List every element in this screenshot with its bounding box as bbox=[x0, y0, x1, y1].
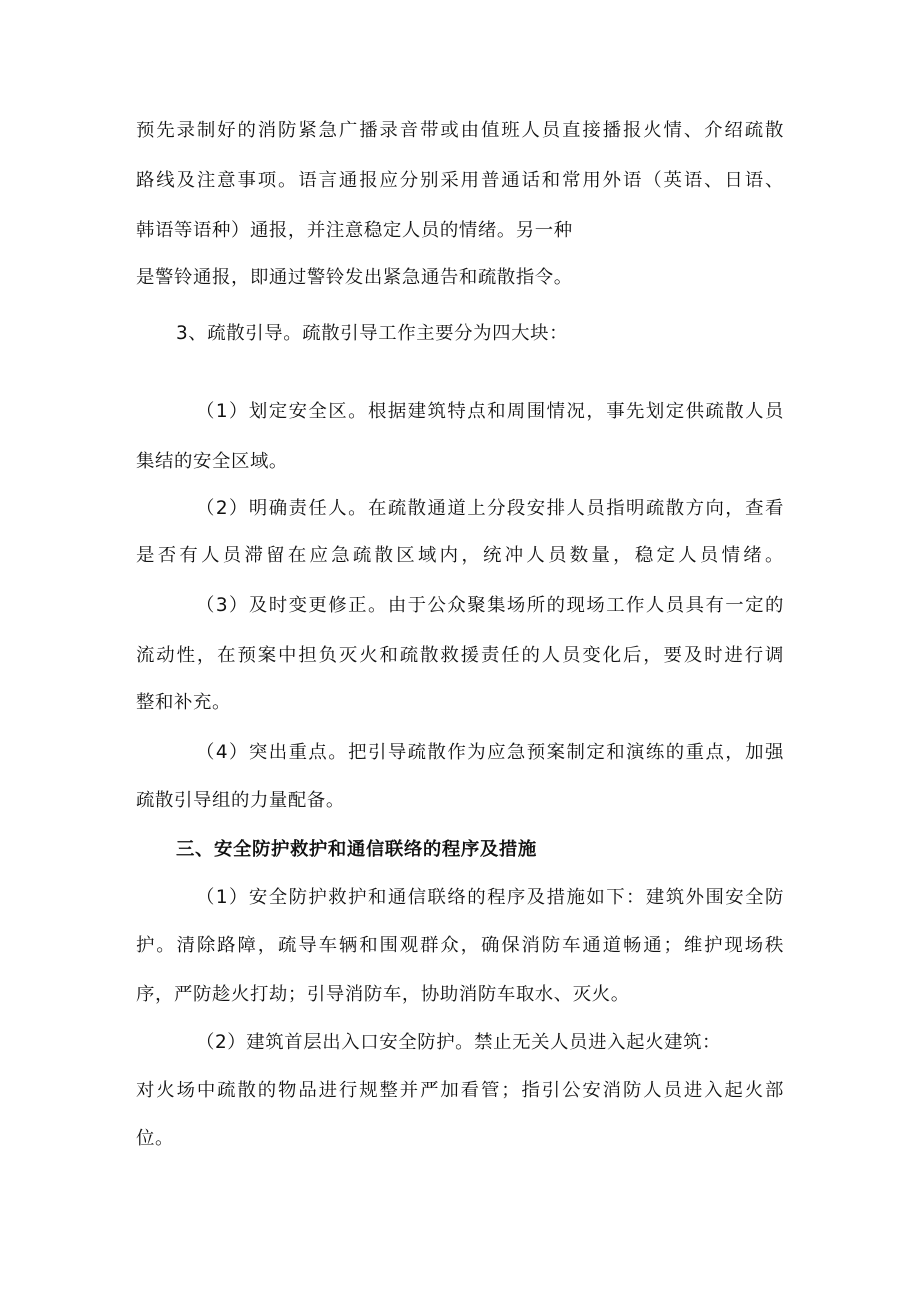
paragraph-line: 序，严防趁火打劫；引导消防车，协助消防车取水、灭火。 bbox=[136, 984, 630, 1005]
paragraph-line: 是警铃通报，即通过警铃发出紧急通告和疏散指令。 bbox=[136, 267, 573, 288]
paragraph-line: （1）划定安全区。根据建筑特点和周围情况，事先划定供疏散人员 bbox=[196, 401, 784, 422]
section-heading: 3、疏散引导。疏散引导工作主要分为四大块： bbox=[176, 323, 569, 344]
paragraph-line: （2）明确责任人。在疏散通道上分段安排人员指明疏散方向，查看 bbox=[196, 498, 784, 519]
paragraph-line: （3）及时变更修正。由于公众聚集场所的现场工作人员具有一定的 bbox=[196, 595, 784, 616]
paragraph-line: 护。清除路障，疏导车辆和围观群众，确保消防车通道畅通；维护现场秩 bbox=[136, 935, 784, 956]
paragraph-line: 整和补充。 bbox=[136, 692, 231, 713]
paragraph-line: 流动性，在预案中担负灭火和疏散救援责任的人员变化后，要及时进行调 bbox=[136, 645, 784, 666]
paragraph-line: （2）建筑首层出入口安全防护。禁止无关人员进入起火建筑： bbox=[196, 1032, 722, 1053]
paragraph-line: 路线及注意事项。语言通报应分别采用普通话和常用外语（英语、日语、 bbox=[136, 170, 784, 191]
section-heading: 三、安全防护救护和通信联络的程序及措施 bbox=[176, 839, 537, 860]
paragraph-line: 集结的安全区域。 bbox=[136, 451, 288, 472]
paragraph-line: 位。 bbox=[136, 1128, 174, 1149]
paragraph-line: 对火场中疏散的物品进行规整并严加看管；指引公安消防人员进入起火部 bbox=[136, 1080, 784, 1101]
paragraph-line: （1）安全防护救护和通信联络的程序及措施如下：建筑外围安全防 bbox=[196, 887, 784, 908]
paragraph-line: （4）突出重点。把引导疏散作为应急预案制定和演练的重点，加强 bbox=[196, 742, 784, 763]
paragraph-line: 韩语等语种）通报，并注意稳定人员的情绪。另一种 bbox=[136, 220, 573, 241]
paragraph-line: 预先录制好的消防紧急广播录音带或由值班人员直接播报火情、介绍疏散 bbox=[136, 120, 784, 141]
paragraph-line: 是否有人员滞留在应急疏散区域内，统冲人员数量，稳定人员情绪。 bbox=[136, 545, 784, 566]
paragraph-line: 疏散引导组的力量配备。 bbox=[136, 790, 345, 811]
